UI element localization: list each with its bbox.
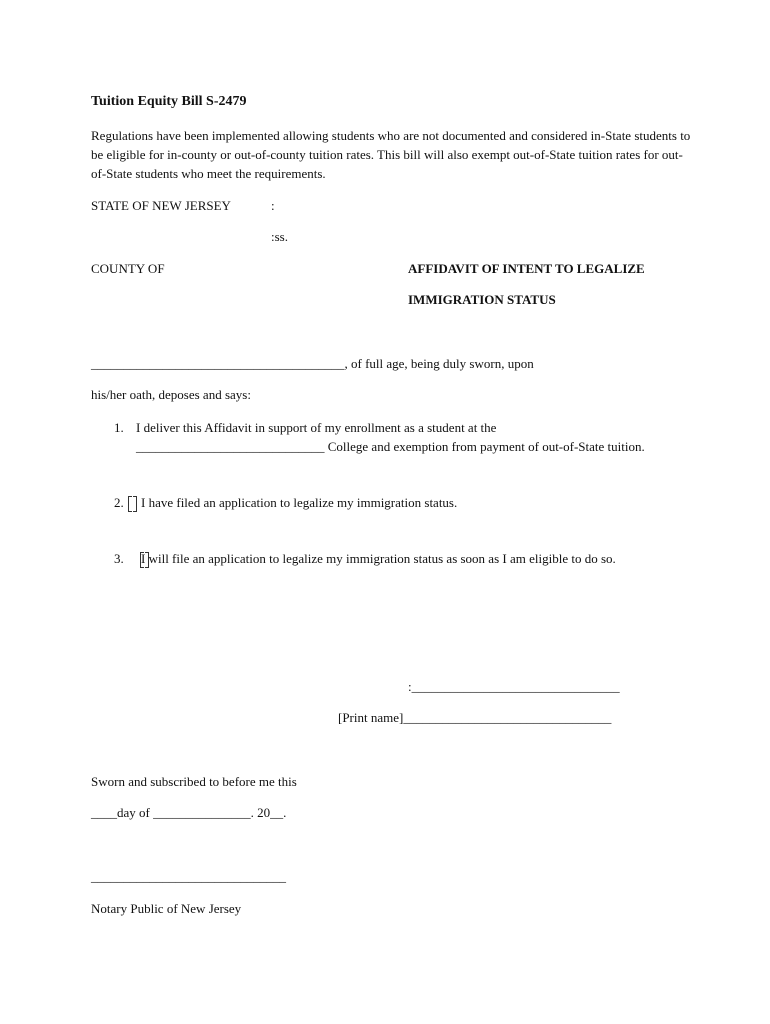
affiant-line: _______________________________________, of full age, being duly sworn, upon bbox=[91, 356, 534, 371]
affidavit-heading-line-1: AFFIDAVIT OF INTENT TO LEGALIZE bbox=[408, 261, 645, 276]
item-number-1: 1. bbox=[114, 420, 124, 435]
date-line[interactable]: ____day of _______________. 20__. bbox=[91, 805, 287, 820]
item-number-2: 2. bbox=[114, 495, 124, 510]
state-colon: : bbox=[271, 198, 275, 213]
state-label: STATE OF NEW JERSEY bbox=[91, 198, 231, 213]
signature-line[interactable]: :________________________________ bbox=[408, 679, 620, 694]
affidavit-heading-line-2: IMMIGRATION STATUS bbox=[408, 292, 556, 307]
ss-label: :ss. bbox=[271, 229, 288, 244]
intro-paragraph: Regulations have been implemented allowing students who are not documented and considered in-State students to be eligible for in-county or out-of-county tuition rates. This bill will also exempt out-of-State tuition rates for out-of-State students who meet the requirements. bbox=[91, 128, 691, 181]
print-name-line[interactable]: [Print name]________________________________ bbox=[338, 710, 612, 725]
notary-label: Notary Public of New Jersey bbox=[91, 901, 242, 916]
notary-signature-rule[interactable]: ______________________________ bbox=[91, 869, 286, 884]
checkbox-filed[interactable] bbox=[128, 496, 137, 510]
document-title: Tuition Equity Bill S-2479 bbox=[91, 94, 247, 109]
item-text-3: I will file an application to legalize my immigration status as soon as I am eligible to do so. bbox=[141, 551, 616, 566]
county-label: COUNTY OF bbox=[91, 261, 165, 276]
oath-line: his/her oath, deposes and says: bbox=[91, 387, 251, 402]
item-text-1: I deliver this Affidavit in support of my enrollment as a student at the _____________________________ College and exemption from payment of out-of-State tuition. bbox=[136, 420, 645, 454]
sworn-line: Sworn and subscribed to before me this bbox=[91, 774, 297, 789]
item-number-3: 3. bbox=[114, 551, 124, 566]
item-text-2: I have filed an application to legalize my immigration status. bbox=[141, 495, 458, 510]
